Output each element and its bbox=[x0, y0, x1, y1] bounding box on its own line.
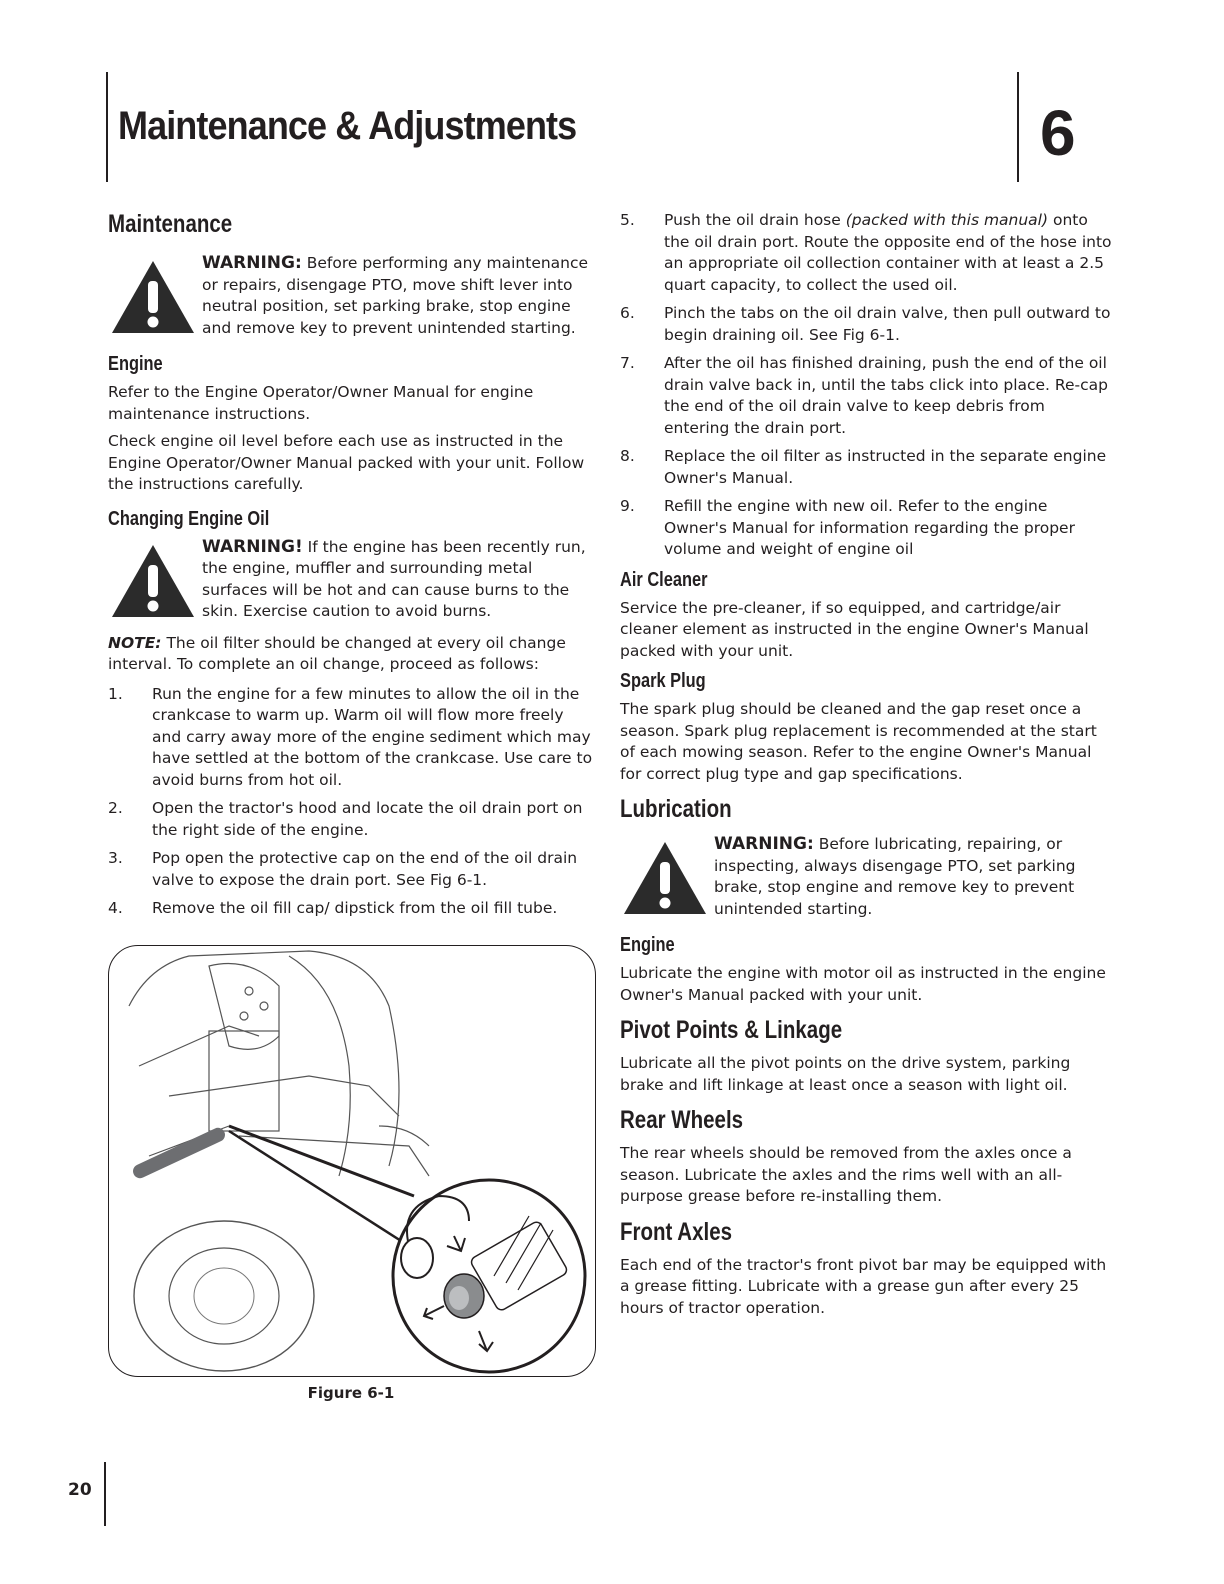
warning-text bbox=[202, 537, 596, 623]
step-text: Pinch the tabs on the oil drain valve, then pull outward to begin draining oil. See Fig 6-1. bbox=[664, 304, 1111, 344]
step-number: 9. bbox=[620, 497, 635, 515]
warning-hot-engine bbox=[108, 537, 596, 627]
rear-wheels-text: The rear wheels should be removed from the axles once a season. Lubricate the axles and the rims well with an all-purpose grease before re-installing them. bbox=[620, 1144, 1072, 1205]
note-paragraph bbox=[108, 633, 596, 676]
step-italic: (packed with this manual) bbox=[845, 211, 1049, 229]
list-item bbox=[620, 496, 1114, 561]
rear-wheels-heading: Rear Wheels bbox=[620, 1106, 744, 1134]
list-item bbox=[108, 848, 596, 891]
figure-oil-drain-illustration bbox=[108, 945, 596, 1377]
maintenance-heading: Maintenance bbox=[108, 210, 233, 238]
step-text: Open the tractor's hood and locate the oil drain port on the right side of the engine. bbox=[152, 799, 583, 839]
lubrication-engine-heading: Engine bbox=[620, 934, 675, 956]
note-label: NOTE: bbox=[108, 633, 162, 652]
page-number: 20 bbox=[68, 1480, 92, 1500]
step-number: 7. bbox=[620, 354, 635, 372]
pivot-points-text: Lubricate all the pivot points on the drive system, parking brake and lift linkage at least once a season with light oil. bbox=[620, 1054, 1071, 1094]
left-column bbox=[108, 210, 596, 927]
warning-icon bbox=[110, 543, 196, 619]
warning-body: Before performing any maintenance or repairs, disengage PTO, move shift lever into neutral position, set parking brake, stop engine and remove key to prevent unintended starting. bbox=[202, 254, 589, 337]
warning-icon bbox=[110, 259, 196, 335]
warning-label: WARNING: bbox=[202, 253, 302, 273]
list-item bbox=[108, 684, 596, 792]
engine-paragraph-1: Refer to the Engine Operator/Owner Manual for engine maintenance instructions. bbox=[108, 383, 534, 423]
warning-icon bbox=[622, 840, 708, 916]
step-text: Push the oil drain hose bbox=[664, 211, 846, 229]
list-item bbox=[108, 798, 596, 841]
list-item bbox=[620, 303, 1114, 346]
step-text: Remove the oil fill cap/ dipstick from the oil fill tube. bbox=[152, 899, 558, 917]
step-text-end: onto the oil drain port. Route the opposite end of the hose into an appropriate oil collection container with at least a 2.5 quart capacity, to collect the used oil. bbox=[664, 211, 1112, 294]
chapter-number: 6 bbox=[1040, 97, 1076, 169]
step-number: 3. bbox=[108, 849, 123, 867]
step-text: Refill the engine with new oil. Refer to the engine Owner's Manual for information regarding the proper volume and weight of engine oil bbox=[664, 497, 1075, 558]
oil-steps-left bbox=[108, 684, 596, 920]
step-number: 5. bbox=[620, 211, 635, 229]
front-axles-heading: Front Axles bbox=[620, 1217, 733, 1246]
step-number: 2. bbox=[108, 799, 123, 817]
page-title: Maintenance & Adjustments bbox=[118, 104, 577, 148]
list-item bbox=[620, 210, 1114, 296]
warning-text bbox=[714, 834, 1114, 920]
warning-body: Before lubricating, repairing, or inspecting, always disengage PTO, set parking brake, stop engine and remove key to prevent unintended starting. bbox=[714, 835, 1076, 918]
engine-paragraph-2: Check engine oil level before each use as instructed in the Engine Operator/Owner Manual packed with your unit. Follow the instructions carefully. bbox=[108, 432, 585, 493]
right-column bbox=[620, 210, 1114, 1325]
figure-caption: Figure 6-1 bbox=[307, 1384, 395, 1402]
step-text: Pop open the protective cap on the end of the oil drain valve to expose the drain port. See Fig 6-1. bbox=[152, 849, 578, 889]
warning-body: If the engine has been recently run, the engine, muffler and surrounding metal surfaces will be hot and can cause burns to the skin. Exercise caution to avoid burns. bbox=[202, 537, 586, 620]
air-cleaner-heading: Air Cleaner bbox=[620, 568, 708, 591]
footer-rule bbox=[104, 1462, 106, 1526]
step-text: Replace the oil filter as instructed in the separate engine Owner's Manual. bbox=[664, 447, 1107, 487]
step-text: After the oil has finished draining, push the end of the oil drain valve back in, until the tabs click into place. Re-cap the end of the oil drain valve to keep debris from entering the drain port. bbox=[664, 354, 1108, 437]
step-text: Run the engine for a few minutes to allow the oil in the crankcase to warm up. Warm oil will flow more freely and carry away more of the engine sediment which may have settled at the bottom of the crankcase. Use care to avoid burns from hot oil. bbox=[152, 684, 593, 789]
header-rule-left bbox=[106, 72, 108, 182]
header-rule-right bbox=[1017, 72, 1019, 182]
step-number: 8. bbox=[620, 447, 635, 465]
front-axles-text: Each end of the tractor's front pivot bar may be equipped with a grease fitting. Lubricate with a grease gun after every 25 hours of tractor operation. bbox=[620, 1255, 1107, 1317]
spark-plug-heading: Spark Plug bbox=[620, 670, 706, 692]
step-number: 4. bbox=[108, 899, 123, 917]
list-item bbox=[620, 353, 1114, 439]
oil-steps-right bbox=[620, 210, 1114, 561]
tractor-illustration bbox=[109, 946, 595, 1376]
spark-plug-text: The spark plug should be cleaned and the gap reset once a season. Spark plug replacement is recommended at the start of each mowing season. Refer to the engine Owner's Manual for correct plug type and gap specifications. bbox=[620, 700, 1097, 783]
warning-maintenance bbox=[108, 253, 596, 343]
warning-label: WARNING: bbox=[714, 834, 814, 854]
list-item bbox=[620, 446, 1114, 489]
warning-label: WARNING! bbox=[202, 536, 303, 557]
changing-oil-heading: Changing Engine Oil bbox=[108, 507, 270, 530]
engine-heading: Engine bbox=[108, 353, 163, 375]
lubrication-engine-text: Lubricate the engine with motor oil as instructed in the engine Owner's Manual packed with your unit. bbox=[620, 964, 1106, 1004]
warning-text bbox=[202, 253, 596, 339]
list-item bbox=[108, 898, 596, 920]
step-number: 6. bbox=[620, 304, 635, 322]
step-number: 1. bbox=[108, 684, 123, 703]
note-text: The oil filter should be changed at every oil change interval. To complete an oil change, proceed as follows: bbox=[108, 633, 566, 673]
lubrication-heading: Lubrication bbox=[620, 795, 732, 823]
air-cleaner-text: Service the pre-cleaner, if so equipped, and cartridge/air cleaner element as instructed in the engine Owner's Manual packed with your unit. bbox=[620, 598, 1089, 660]
warning-lubrication bbox=[620, 834, 1114, 924]
pivot-points-heading: Pivot Points & Linkage bbox=[620, 1016, 843, 1044]
